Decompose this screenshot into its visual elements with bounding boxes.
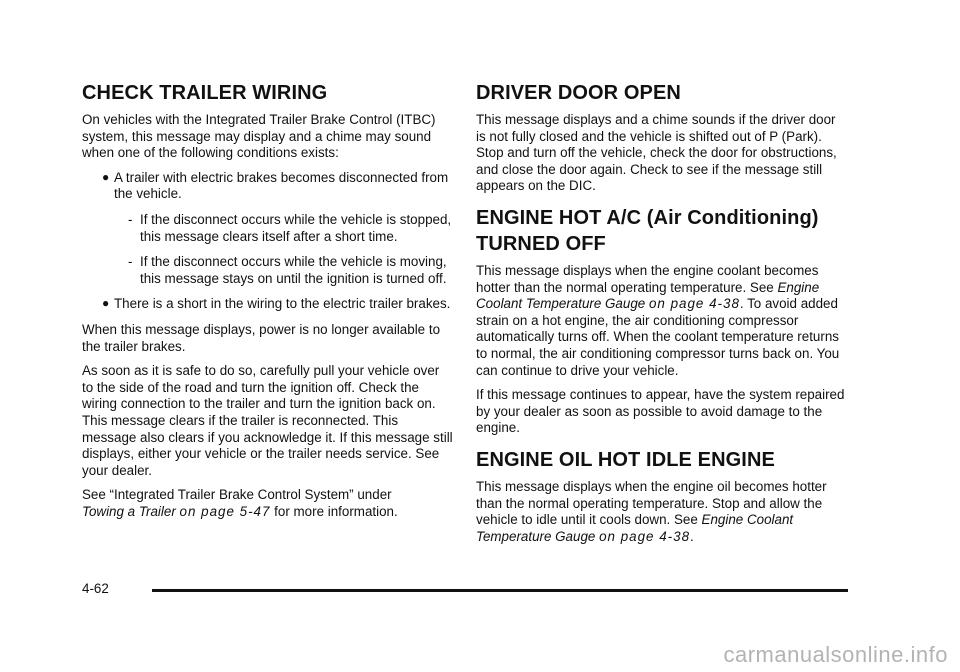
page-reference[interactable]: on page 4‑38 — [599, 528, 691, 544]
text: . To avoid added strain on a hot engine, the air conditioning compressor automatically turns off. When the coolant temperature returns to normal, the air conditioning compressor turns back on. You can continue to drive your vehicle. — [476, 296, 840, 378]
text: See “Integrated Trailer Brake Control System” under — [82, 487, 392, 503]
paragraph — [476, 263, 848, 379]
list-item — [82, 170, 454, 203]
footer-divider — [152, 589, 848, 592]
cross-reference-paragraph — [82, 487, 454, 520]
text: for more information. — [270, 503, 398, 519]
cross-reference-link[interactable]: Towing a Trailer — [82, 503, 176, 519]
heading-engine-oil-hot: ENGINE OIL HOT IDLE ENGINE — [476, 448, 775, 471]
dash-icon: - — [128, 254, 133, 270]
text: This message displays when the engine oil becomes hotter than the normal operating temperature. Stop and allow the vehicle to idle until it cools down. See — [476, 478, 827, 528]
paragraph: When this message displays, power is no longer available to the trailer brakes. — [82, 321, 441, 354]
list-item — [82, 212, 454, 245]
bullet-text: A trailer with electric brakes becomes disconnected from the vehicle. — [114, 169, 449, 202]
paragraph: If this message continues to appear, have the system repaired by your dealer as soon as possible to avoid damage to the engine. — [476, 387, 845, 436]
bullet-icon: ● — [102, 296, 110, 311]
bullet-icon: ● — [102, 169, 110, 184]
intro-paragraph: On vehicles with the Integrated Trailer Brake Control (ITBC) system, this message may display and a chime may sound when one of the following conditions exists: — [82, 112, 436, 161]
text: . — [690, 528, 694, 544]
bullet-text: There is a short in the wiring to the electric trailer brakes. — [114, 296, 451, 312]
sub-item-text: If the disconnect occurs while the vehicle is moving, this message stays on until the ignition is turned off. — [140, 254, 447, 286]
text: This message displays when the engine coolant becomes hotter than the normal operating temperature. See — [476, 262, 819, 295]
heading-check-trailer-wiring: CHECK TRAILER WIRING — [82, 82, 328, 104]
cross-reference-link[interactable]: Engine Coolant Temperature Gauge — [476, 512, 794, 544]
paragraph: This message displays and a chime sounds if the driver door is not fully closed and the vehicle is shifted out of P (Park). Stop and turn off the vehicle, check the door for obstructions, and close the door again. Check to see if the message still appears on the DIC. — [476, 112, 837, 194]
page-reference[interactable]: on page 4‑38 — [648, 296, 740, 312]
heading-engine-hot-ac: ENGINE HOT A/C (Air Conditioning) TURNED OFF — [476, 206, 819, 255]
heading-driver-door-open: DRIVER DOOR OPEN — [476, 82, 681, 104]
cross-reference-link[interactable]: Engine Coolant Temperature Gauge — [476, 279, 820, 312]
list-item — [82, 254, 454, 287]
list-item — [82, 296, 454, 313]
paragraph — [476, 479, 848, 545]
page-reference[interactable]: on page 5‑47 — [179, 503, 271, 519]
conditions-list — [82, 170, 454, 313]
watermark: carmanualsonline.info — [723, 642, 948, 667]
dash-icon: - — [128, 211, 133, 227]
sub-item-text: If the disconnect occurs while the vehicle is stopped, this message clears itself after a short time. — [140, 211, 452, 244]
right-column — [476, 80, 848, 553]
page-number: 4-62 — [82, 581, 109, 596]
left-column — [82, 80, 454, 528]
paragraph: As soon as it is safe to do so, carefully pull your vehicle over to the side of the road and turn the ignition off. Check the wiring connection to the trailer and turn the ignition back on. This message clears if the trailer is reconnected. This message also clears if you acknowledge it. If this message still displays, either your vehicle or the trailer needs service. See your dealer. — [82, 363, 453, 478]
